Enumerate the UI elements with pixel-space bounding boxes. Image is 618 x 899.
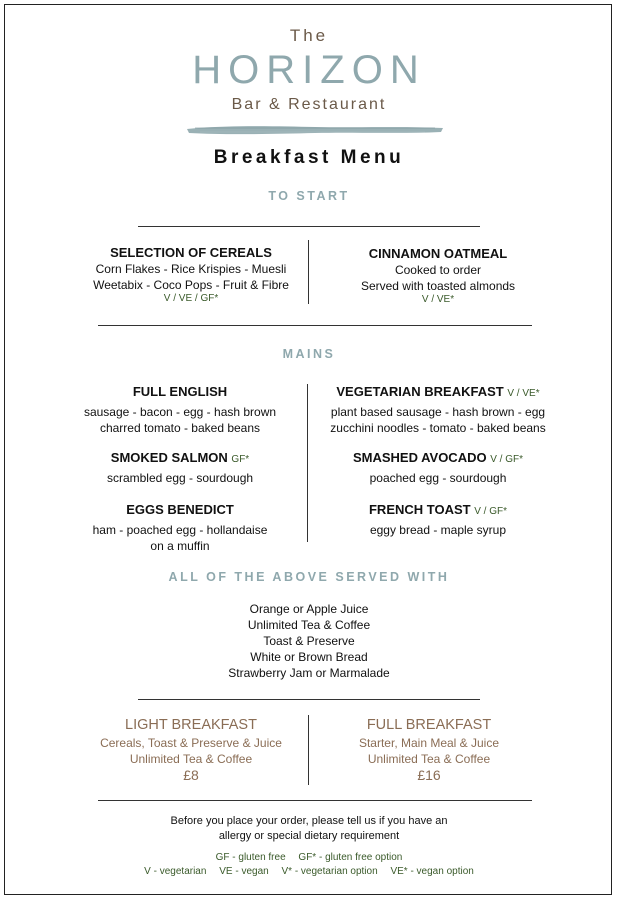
divider — [138, 699, 480, 700]
price-full-breakfast — [314, 717, 544, 783]
list-item: Strawberry Jam or Marmalade — [228, 666, 390, 680]
menu-item-smashed-avocado — [312, 450, 564, 486]
legend-item: V - vegetarian — [144, 866, 207, 877]
item-desc: eggy bread - maple syrup — [369, 523, 507, 537]
price-desc: Unlimited Tea & Coffee — [367, 752, 491, 766]
price-value: £8 — [183, 767, 199, 783]
dietary-tags: GF* — [231, 454, 250, 465]
menu-item-vegetarian-breakfast — [312, 384, 564, 436]
price-title: FULL BREAKFAST — [366, 717, 492, 733]
price-value: £16 — [417, 767, 441, 783]
notice-line: Before you place your order, please tell us if you have an — [170, 815, 448, 827]
item-desc: ham - poached egg - hollandaise — [92, 523, 268, 537]
menu-item-oatmeal — [314, 246, 562, 305]
divider — [98, 800, 532, 801]
item-title: FULL ENGLISH — [132, 384, 228, 399]
price-title: LIGHT BREAKFAST — [125, 717, 257, 733]
item-desc: charred tomato - baked beans — [99, 421, 261, 435]
menu-item-eggs-benedict — [60, 502, 300, 554]
allergy-notice — [0, 814, 618, 844]
notice-line: allergy or special dietary requirement — [218, 830, 400, 842]
column-divider — [307, 384, 308, 542]
served-with-list — [0, 601, 618, 681]
section-heading-served-with: ALL OF THE ABOVE SERVED WITH — [168, 570, 450, 584]
section-heading-mains: MAINS — [282, 347, 336, 361]
item-title: SELECTION OF CEREALS — [110, 245, 272, 260]
brand-the: The — [289, 26, 329, 45]
item-desc: scrambled egg - sourdough — [106, 471, 254, 485]
brand-subtitle: Bar & Restaurant — [231, 96, 387, 113]
item-desc: sausage - bacon - egg - hash brown — [83, 405, 277, 419]
brand-name: HORIZON — [192, 48, 426, 92]
menu-item-french-toast — [312, 502, 564, 538]
dietary-legend-row-1 — [0, 852, 618, 863]
dietary-tags: V / VE* — [507, 388, 540, 399]
list-item: Unlimited Tea & Coffee — [247, 618, 371, 632]
list-item: Orange or Apple Juice — [249, 602, 369, 616]
divider — [98, 325, 532, 326]
item-desc: Cooked to order — [394, 263, 482, 277]
dietary-tags: V / GF* — [474, 506, 508, 517]
item-title: VEGETARIAN BREAKFAST V / VE* — [336, 384, 540, 399]
price-desc: Starter, Main Meal & Juice — [358, 736, 500, 750]
item-desc: zucchini noodles - tomato - baked beans — [330, 421, 546, 435]
legend-item: GF - gluten free — [215, 852, 286, 863]
menu-item-full-english — [60, 384, 300, 436]
item-desc: plant based sausage - hash brown - egg — [330, 405, 546, 419]
dietary-tags: V / GF* — [490, 454, 524, 465]
dietary-tags: V / VE / GF* — [163, 293, 219, 304]
item-desc: on a muffin — [150, 539, 210, 553]
section-heading-to-start: TO START — [268, 189, 350, 203]
brush-stroke-divider — [185, 123, 447, 137]
item-desc: Weetabix - Coco Pops - Fruit & Fibre — [93, 278, 289, 292]
dietary-tags: V / VE* — [421, 294, 455, 305]
divider — [138, 226, 480, 227]
legend-item: VE - vegan — [219, 866, 269, 877]
item-desc: poached egg - sourdough — [369, 471, 507, 485]
legend-item: V* - vegetarian option — [281, 866, 378, 877]
item-title: SMASHED AVOCADO V / GF* — [352, 450, 524, 465]
item-title: SMOKED SALMON GF* — [110, 450, 250, 465]
item-title: EGGS BENEDICT — [126, 502, 234, 517]
legend-item: GF* - gluten free option — [298, 852, 403, 863]
item-title: FRENCH TOAST V / GF* — [368, 502, 508, 517]
dietary-legend-row-2 — [0, 866, 618, 877]
price-desc: Unlimited Tea & Coffee — [129, 752, 253, 766]
menu-item-smoked-salmon — [60, 450, 300, 486]
list-item: Toast & Preserve — [263, 634, 355, 648]
list-item: White or Brown Bread — [250, 650, 368, 664]
menu-title: Breakfast Menu — [213, 147, 405, 168]
item-title: CINNAMON OATMEAL — [368, 246, 508, 261]
item-desc: Served with toasted almonds — [360, 279, 516, 293]
menu-item-cereals — [68, 245, 314, 304]
price-light-breakfast — [68, 717, 314, 783]
price-desc: Cereals, Toast & Preserve & Juice — [100, 736, 282, 750]
item-desc: Corn Flakes - Rice Krispies - Muesli — [95, 262, 287, 276]
legend-item: VE* - vegan option — [390, 866, 474, 877]
